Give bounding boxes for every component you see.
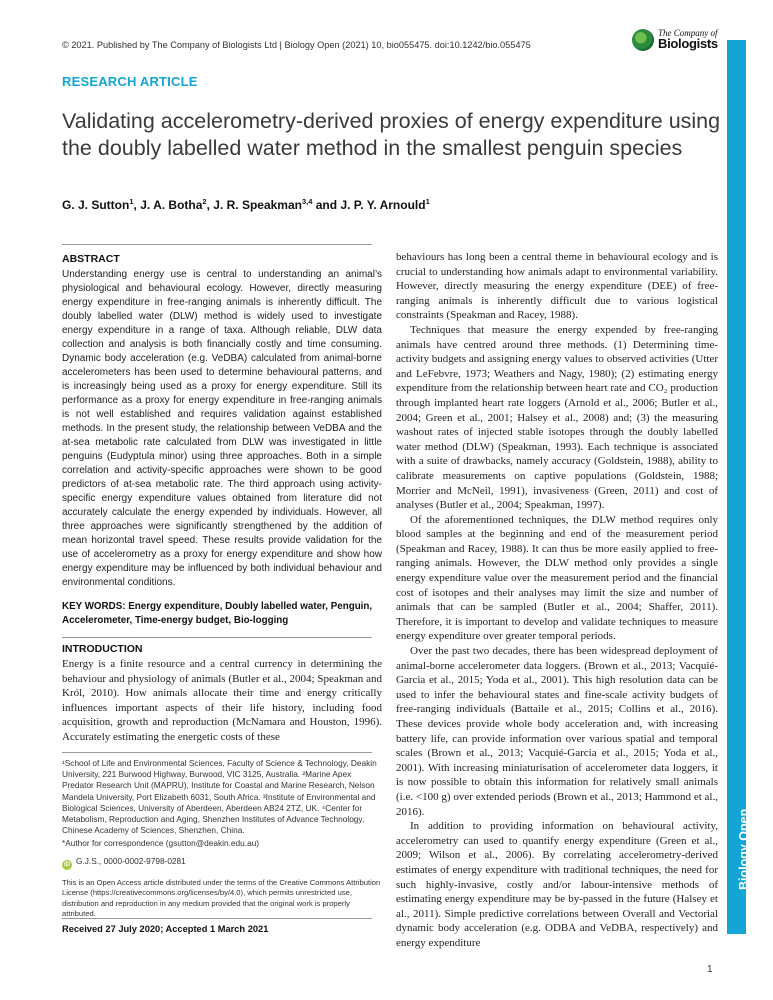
divider: [62, 637, 372, 638]
author[interactable]: J. A. Botha$^2$: [140, 197, 207, 212]
keywords: KEY WORDS: Energy expenditure, Doubly labelled water, Penguin, Accelerometer, Time-energy budget, Bio-logging: [62, 601, 373, 626]
orcid-row[interactable]: [62, 856, 186, 870]
author[interactable]: J. P. Y. Arnould$^1$: [340, 197, 430, 212]
paragraph: In addition to providing information on behavioural activity, accelerometry can used to quantify energy expenditure (Green et al., 2009; Wilson et al., 2006). By correlating accelerometry-derived estimates of energy expenditure with traditional techniques, the need for such highly-invasive, costly and/or labour-intensive methods of estimating energy expenditure may be by-passed in the future (Halsey et al., 2011). Simple predictive correlations between Overall and Vectorial dynamic body acceleration (e.g. ODBA and VeDBA, respectively) and energy expenditure: [396, 820, 718, 949]
right-column-body: [396, 250, 718, 951]
author[interactable]: J. R. Speakman$^{3,4}$: [213, 197, 313, 212]
journal-side-strip: [727, 40, 746, 934]
license-text: This is an Open Access article distributed under the terms of the Creative Commons Attribution License (https://creativecommons.org/licenses/by/4.0), which permits unrestricted use, distribution and reproduction in any medium provided that the original work is properly attributed.: [62, 878, 381, 919]
article-title: Validating accelerometry-derived proxies of energy expenditure using the doubly labelled water method in the smallest penguin species: [62, 109, 721, 160]
introduction-text: Energy is a finite resource and a central currency in determining the behaviour and physiology of animals (Butler et al., 2004; Speakman and Król, 2010). How animals allocate their time and energy critically influences important aspects of their life history, including food acquisition, growth and reproduction (McNamara and Houston, 1996). Accurately estimating the energetic costs of these: [62, 658, 382, 743]
abstract-text: Understanding energy use is central to understanding an animal’s physiological and behavioural ecology. However, directly measuring energy expenditure in free-ranging animals is inherently difficult. The doubly labelled water (DLW) method is widely used to investigate energy expenditure in a range of taxa. Although reliable, DLW data collection and analysis is both financially costly and time consuming. Dynamic body acceleration (e.g. VeDBA) calculated from animal-borne accelerometers has been used to determine behavioural patterns, and is increasingly being used as a proxy for energy expenditure. Still its performance as a proxy for energy expenditure in free-ranging animals is not well established and requires validation against established methods. In the present study, the relationship between VeDBA and the at-sea metabolic rate calculated from DLW was investigated in little penguins (Eudyptula minor) using three approaches. Both in a simple correlation and activity-specific approaches were shown to be good predictors of at-sea metabolic rate. The third approach using activity-specific energy expenditure values obtained from literature did not accurately calculate the energy expended by individuals. However, all three approaches were significantly strengthened by the addition of mean horizontal travel speed. These results provide validation for the use of accelerometry as a proxy for energy expenditure and show how energy expenditure may be influenced by both individual behaviour and environmental conditions.: [62, 269, 382, 588]
abstract-heading: ABSTRACT: [62, 253, 120, 265]
paragraph: Techniques that measure the energy expended by free-ranging animals have centred around three methods. (1) Determining time-activity budgets and assigning energy values to observed activities (Utter and LeFebvre, 1973; Weathers and Nagy, 1980); (2) estimating energy expenditure from the relationship between heart rate and CO₂ production through implanted heart rate loggers (Arnold et al., 2006; Butler et al., 2004; Green et al., 2001; Halsey et al., 2008) and; (3) the measuring washout rates of injected stable isotopes through the doubly labelled water method (DLW) (Speakman, 1993). Each technique is associated with a suite of drawbacks, namely accuracy (Goldstein, 1988), ability to calibrate measurements on captive populations (Goldstein, 1988; Morrier and McNeil, 1991), invasiveness (Green, 2011) and cost of analyses (Butler et al., 2004; Speakman, 1997).: [396, 323, 718, 512]
paragraph: behaviours has long been a central theme in behavioural ecology and is crucial to understanding how animals adapt to environmental variability. However, directly measuring the energy expenditure (DEE) of free-ranging animals is inherently difficult due to various logistical constraints (Speakman and Racey, 1988).: [396, 251, 718, 322]
article-type: RESEARCH ARTICLE: [62, 74, 198, 89]
received-dates: Received 27 July 2020; Accepted 1 March 2021: [62, 924, 269, 934]
publisher-logo-icon: [632, 29, 654, 51]
citation-header: © 2021. Published by The Company of Biologists Ltd | Biology Open (2021) 10, bio055475. doi:10.1242/bio.055475: [62, 40, 531, 50]
logo-text-line1: The Company of: [658, 28, 718, 38]
affiliations: ¹School of Life and Environmental Sciences, Faculty of Science & Technology, Deakin University, 221 Burwood Highway, Burwood, VIC 3125, Australia. ²Marine Apex Predator Research Unit (MAPRU), Institute for Coastal and Marine Research, Nelson Mandela University, Port Elizabeth 6031, South Africa. ³Institute of Environmental and Biological Sciences, University of Aberdeen, Aberdeen AB24 2TZ, UK. ⁴Center for Metabolism, Reproduction and Aging, Shenzhen Institutes of Advance Technology, Chinese Academy of Sciences, Shenzhen, China.: [62, 758, 377, 836]
correspondence[interactable]: *Author for correspondence (gsutton@deakin.edu.au): [62, 838, 260, 848]
divider: [62, 918, 372, 919]
paragraph: Over the past two decades, there has been widespread deployment of animal-borne accelerometer data loggers. (Brown et al., 2013; Vacquié-Garcia et al., 2015; Yoda et al., 2001). This high resolution data can be used to infer the behavioural states and fine-scale activity budgets of free-ranging individuals (Battaile et al., 2015; Collins et al., 2016). These devices provide whole body acceleration and, with increasing battery life, can provide information over various spatial and temporal scales (Brown et al., 2013; Vacquié-Garcia et al., 2015; Yoda et al., 2001). With increasing miniaturisation of accelerometer data loggers, it is now possible to obtain this information for relatively small animals (i.e. <100 g) over extended periods (Brown et al., 2013; Hammond et al., 2016).: [396, 645, 718, 818]
author-list: G. J. Sutton$^1$, J. A. Botha$^2$, J. R. Speakman$^{3,4}$ and J. P. Y. Arnould$^1$: [62, 197, 430, 212]
publisher-logo[interactable]: [632, 28, 716, 52]
logo-text-line2: Biologists: [658, 36, 718, 51]
divider: [62, 244, 372, 245]
page-number: 1: [707, 964, 713, 975]
journal-name-vertical: Biology Open: [737, 808, 751, 890]
paragraph: Of the aforementioned techniques, the DLW method requires only blood samples at the beginning and end of the measurement period (Speakman and Racey, 1988). It can thus be more easily applied to free-ranging animals. However, the DLW method only provides a single energy expenditure value over the measurement period and the financial cost of isotopes and their analyses may limit the size and number of animals that can be sampled (Butler et al., 2004; Shaffer, 2011). Therefore, it is important to develop and validate techniques to measure energy expenditure over greater temporal periods.: [396, 513, 718, 643]
orcid-icon[interactable]: iD: [64, 862, 70, 868]
divider: [62, 752, 372, 753]
orcid-text[interactable]: G.J.S., 0000-0002-9798-0281: [76, 856, 186, 866]
introduction-heading: INTRODUCTION: [62, 643, 143, 655]
author[interactable]: G. J. Sutton$^1$: [62, 197, 134, 212]
